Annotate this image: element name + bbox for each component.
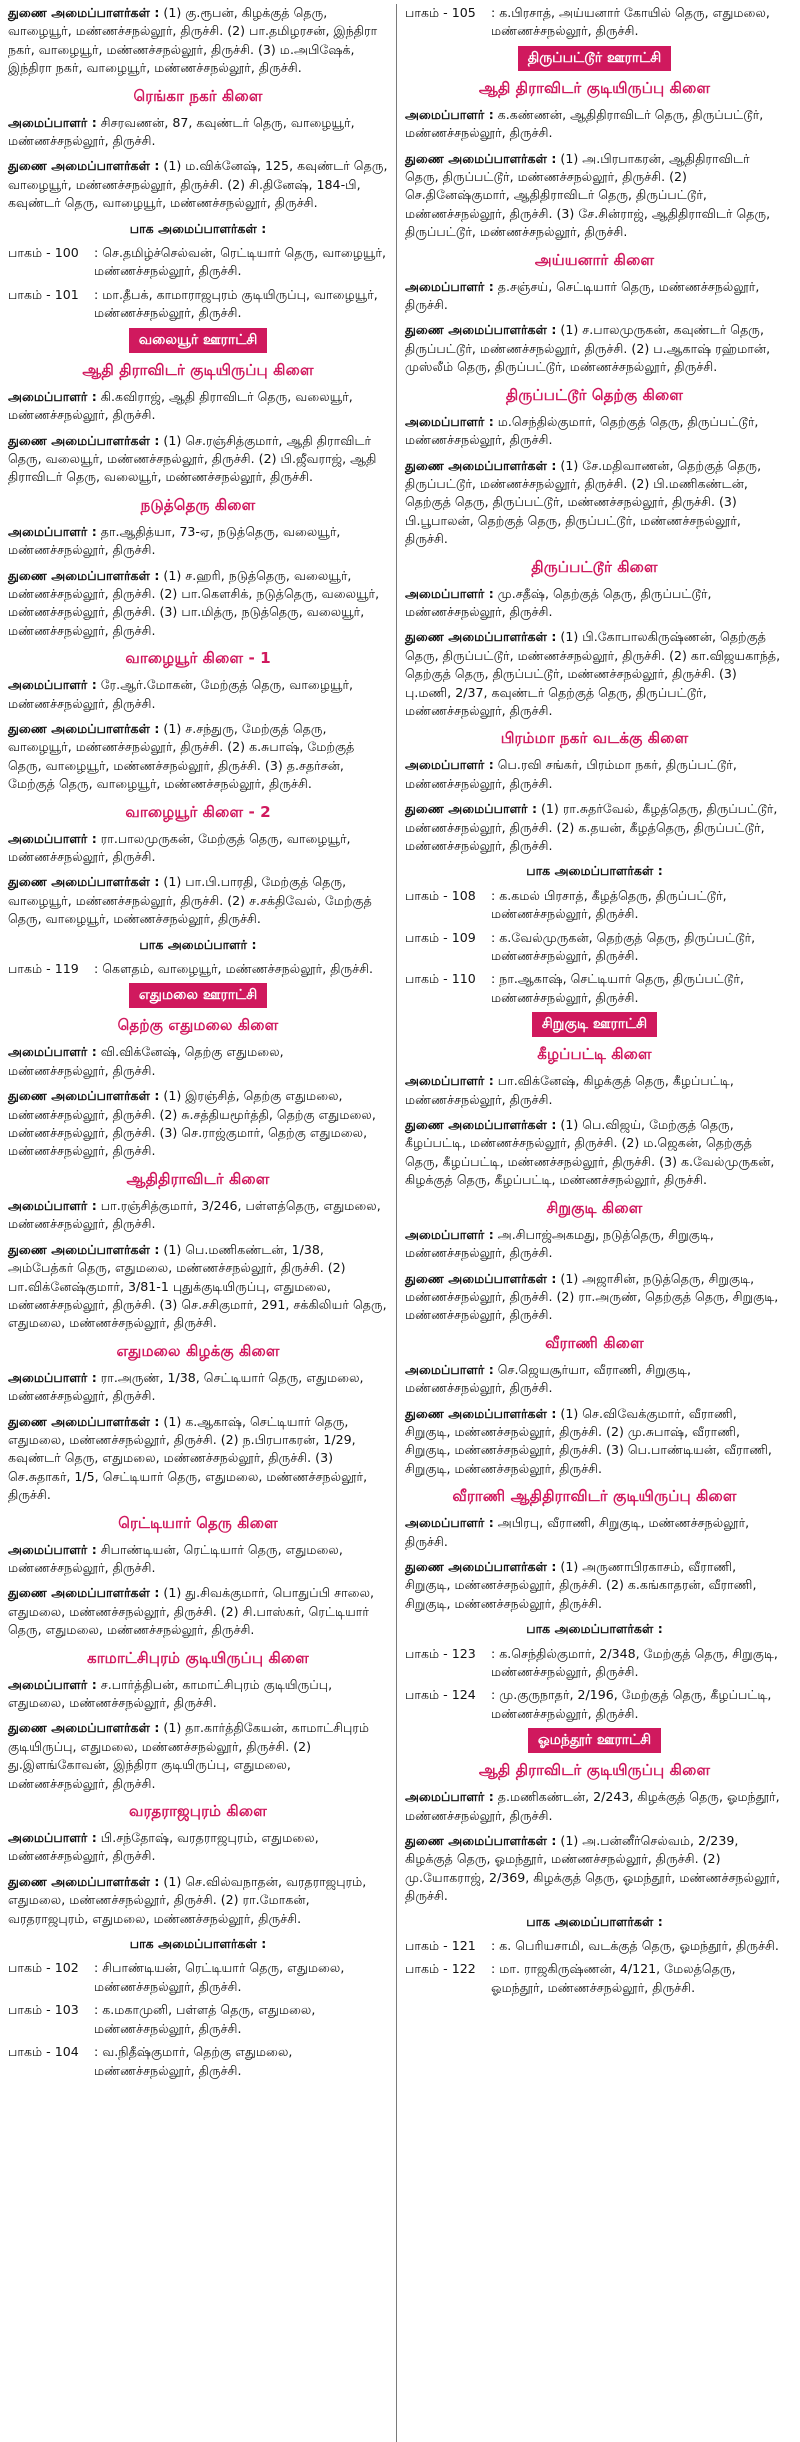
member-details: (1) பெ.மணிகண்டன், 1/38, அம்பேத்கர் தெரு, எதுமலை, மண்ணச்சநல்லூர், திருச்சி. (2) பா.விக்னேஷ்குமார், 3/81-1 புதுக்குடியிருப்பு, எதுமலை, மண்ணச்சநல்லூர், திருச்சி. (3) செ.சசிகுமார், 291, சக்கிலியர் தெரு, எதுமலை, மண்ணச்சநல்லூர், திருச்சி. bbox=[8, 1241, 387, 1331]
section-subheading: பாக அமைப்பாளர்கள் : bbox=[129, 1936, 267, 1952]
branch-heading: வரதராஜபுரம் கிளை bbox=[129, 1802, 267, 1821]
role-label: அமைப்பாளர் : bbox=[8, 1541, 97, 1557]
role-label: துணை அமைப்பாளர் : bbox=[405, 801, 537, 817]
panchayat-banner bbox=[405, 1012, 784, 1037]
member-entry bbox=[8, 830, 388, 867]
booth-row bbox=[405, 887, 784, 924]
member-details: (1) அ.பன்னீர்செல்வம், 2/239, கிழக்குத் தெரு, ஓமந்தூர், மண்ணச்சநல்லூர், திருச்சி. (2) மு.யோகராஜ், 2/369, கிழக்குத் தெரு, ஓமந்தூர், மண்ணச்சநல்லூர், திருச்சி. bbox=[405, 1833, 781, 1904]
booth-number: பாகம் - 103 bbox=[8, 2002, 79, 2018]
member-details: க.கண்ணன், ஆதிதிராவிடர் தெரு, திருப்பட்டூர், மண்ணச்சநல்லூர், திருச்சி. bbox=[405, 106, 764, 141]
member-details: ரா.அருண், 1/38, செட்டியார் தெரு, எதுமலை, மண்ணச்சநல்லூர், திருச்சி. bbox=[8, 1369, 364, 1404]
role-label: அமைப்பாளர் : bbox=[405, 106, 494, 122]
booth-number: பாகம் - 100 bbox=[8, 245, 79, 261]
booth-details: : க.கமல் பிரசாத், கீழத்தெரு, திருப்பட்டூர், மண்ணச்சநல்லூர், திருச்சி. bbox=[491, 887, 727, 922]
member-details: சிபாண்டியன், ரெட்டியார் தெரு, எதுமலை, மண்ணச்சநல்லூர், திருச்சி. bbox=[8, 1541, 343, 1575]
branch-heading: ஆதி திராவிடர் குடியிருப்பு கிளை bbox=[478, 78, 711, 97]
member-entry bbox=[405, 457, 784, 549]
role-label: துணை அமைப்பாளர்கள் : bbox=[8, 1720, 160, 1736]
member-entry bbox=[8, 388, 388, 425]
member-entry bbox=[8, 1541, 388, 1578]
booth-number: பாகம் - 123 bbox=[405, 1645, 476, 1661]
member-entry bbox=[405, 1226, 784, 1263]
branch-heading: எதுமலை கிழக்கு கிளை bbox=[116, 1341, 280, 1360]
panchayat-banner bbox=[405, 1728, 784, 1753]
member-details: பி.சந்தோஷ், வரதராஜபுரம், எதுமலை, மண்ணச்சநல்லூர், திருச்சி. bbox=[8, 1830, 319, 1864]
role-label: துணை அமைப்பாளர்கள் : bbox=[8, 1585, 160, 1601]
member-details: த.மணிகண்டன், 2/243, கிழக்குத் தெரு, ஓமந்தூர், மண்ணச்சநல்லூர், திருச்சி. bbox=[405, 1789, 780, 1823]
member-entry bbox=[405, 321, 784, 376]
role-label: துணை அமைப்பாளர்கள் : bbox=[405, 457, 557, 473]
member-details: ரே.ஆர்.மோகன், மேற்குத் தெரு, வாழையூர், மண்ணச்சநல்லூர், திருச்சி. bbox=[8, 677, 354, 711]
panchayat-name: வலையூர் ஊராட்சி bbox=[129, 328, 268, 353]
member-entry bbox=[405, 1788, 784, 1825]
booth-number: பாகம் - 105 bbox=[405, 5, 476, 20]
role-label: அமைப்பாளர் : bbox=[8, 1197, 97, 1213]
member-entry bbox=[405, 106, 784, 143]
member-details: தா.ஆதித்யா, 73-ஏ, நடுத்தெரு, வலையூர், மண்ணச்சநல்லூர், திருச்சி. bbox=[8, 523, 341, 558]
branch-heading: திருப்பட்டூர் தெற்கு கிளை bbox=[505, 385, 684, 404]
branch-heading: ஆதி திராவிடர் குடியிருப்பு கிளை bbox=[82, 360, 314, 379]
member-entry bbox=[8, 720, 388, 794]
booth-row bbox=[405, 4, 784, 41]
role-label: துணை அமைப்பாளர்கள் : bbox=[405, 322, 557, 338]
booth-number: பாகம் - 109 bbox=[405, 929, 476, 945]
member-details: (1) ச.ஹரி, நடுத்தெரு, வலையூர், மண்ணச்சநல்லூர், திருச்சி. (2) பா.கௌசிக், நடுத்தெரு, வலையூர், மண்ணச்சநல்லூர், திருச்சி. (3) பா.மித்ரு, நடுத்தெரு, வலையூர், மண்ணச்சநல்லூர், திருச்சி. bbox=[8, 567, 380, 638]
role-label: அமைப்பாளர் : bbox=[8, 388, 97, 404]
booth-row bbox=[405, 1645, 784, 1682]
member-entry bbox=[8, 432, 388, 487]
role-label: அமைப்பாளர் : bbox=[8, 114, 97, 130]
member-entry bbox=[8, 1369, 388, 1406]
member-details: (1) ம.விக்னேஷ், 125, கவுண்டர் தெரு, வாழையூர், மண்ணச்சநல்லூர், திருச்சி. (2) சி.தினேஷ், 184-பி, கவுண்டர் தெரு, வாழையூர், மண்ணச்சநல்லூர், திருச்சி. bbox=[8, 158, 388, 211]
panchayat-name: திருப்பட்டூர் ஊராட்சி bbox=[518, 46, 672, 71]
role-label: துணை அமைப்பாளர்கள் : bbox=[8, 432, 160, 448]
section-subheading: பாக அமைப்பாளர்கள் : bbox=[129, 220, 267, 236]
role-label: துணை அமைப்பாளர்கள் : bbox=[405, 629, 557, 645]
member-entry bbox=[8, 1584, 388, 1639]
member-entry bbox=[8, 157, 388, 212]
section-subheading: பாக அமைப்பாளர் : bbox=[139, 936, 257, 952]
branch-heading: பிரம்மா நகர் வடக்கு கிளை bbox=[500, 729, 689, 748]
panchayat-name: எதுமலை ஊராட்சி bbox=[129, 983, 267, 1008]
role-label: அமைப்பாளர் : bbox=[405, 757, 494, 773]
role-label: அமைப்பாளர் : bbox=[405, 1073, 494, 1089]
role-label: துணை அமைப்பாளர்கள் : bbox=[405, 1833, 557, 1849]
role-label: அமைப்பாளர் : bbox=[8, 830, 97, 846]
member-details: (1) பெ.விஜய், மேற்குத் தெரு, கீழப்பட்டி, மண்ணச்சநல்லூர், திருச்சி. (2) ம.ஜெகன், தெற்குத் தெரு, கீழப்பட்டி, மண்ணச்சநல்லூர், திருச்சி. (3) க.வேல்முருகன், கிழக்குத் தெரு, கீழப்பட்டி, மண்ணச்சநல்லூர், திருச்சி. bbox=[405, 1117, 775, 1188]
role-label: அமைப்பாளர் : bbox=[8, 523, 97, 539]
booth-number: பாகம் - 104 bbox=[8, 2044, 79, 2060]
member-entry bbox=[405, 628, 784, 720]
role-label: துணை அமைப்பாளர்கள் : bbox=[405, 1117, 557, 1133]
role-label: அமைப்பாளர் : bbox=[8, 1044, 97, 1060]
member-entry bbox=[405, 1832, 784, 1906]
booth-details: : க.செந்தில்குமார், 2/348, மேற்குத் தெரு, சிறுகுடி, மண்ணச்சநல்லூர், திருச்சி. bbox=[491, 1645, 778, 1679]
section-subheading: பாக அமைப்பாளர்கள் : bbox=[526, 1913, 663, 1929]
member-details: (1) செ.விவேக்குமார், வீராணி, சிறுகுடி, மண்ணச்சநல்லூர், திருச்சி. (2) மு.சுபாஷ், வீராணி, சிறுகுடி, மண்ணச்சநல்லூர், திருச்சி. (3) பெ.பாண்டியன், வீராணி, சிறுகுடி, மண்ணச்சநல்லூர், திருச்சி. bbox=[405, 1405, 772, 1476]
role-label: துணை அமைப்பாளர்கள் : bbox=[8, 5, 160, 20]
booth-number: பாகம் - 119 bbox=[8, 961, 79, 977]
member-details: (1) கு.ரூபன், கிழக்குத் தெரு, வாழையூர், மண்ணச்சநல்லூர், திருச்சி. (2) பா.தமிழரசன், இந்திரா நகர், வாழையூர், மண்ணச்சநல்லூர், திருச்சி. (3) ம.அபிஷேக், இந்திரா நகர், வாழையூர், மண்ணச்சநல்லூர், திருச்சி. bbox=[8, 5, 378, 76]
booth-row bbox=[8, 2043, 388, 2080]
member-details: கி.கவிராஜ், ஆதி திராவிடர் தெரு, வலையூர், மண்ணச்சநல்லூர், திருச்சி. bbox=[8, 388, 353, 423]
booth-details: : சிபாண்டியன், ரெட்டியார் தெரு, எதுமலை, மண்ணச்சநல்லூர், திருச்சி. bbox=[94, 1960, 345, 1994]
branch-heading: ரெட்டியார் தெரு கிளை bbox=[118, 1513, 278, 1532]
role-label: துணை அமைப்பாளர்கள் : bbox=[8, 1413, 160, 1429]
booth-number: பாகம் - 122 bbox=[405, 1961, 476, 1977]
member-entry bbox=[405, 150, 784, 242]
booth-details: : கௌதம், வாழையூர், மண்ணச்சநல்லூர், திருச்சி. bbox=[94, 961, 374, 977]
branch-heading: ஆதிதிராவிடர் கிளை bbox=[126, 1169, 270, 1188]
booth-details: : க.மகாமுனி, பள்ளத் தெரு, எதுமலை, மண்ணச்சநல்லூர், திருச்சி. bbox=[94, 2002, 316, 2036]
branch-heading: வீராணி ஆதிதிராவிடர் குடியிருப்பு கிளை bbox=[452, 1487, 737, 1506]
section-subheading: பாக அமைப்பாளர்கள் : bbox=[526, 1621, 663, 1637]
role-label: துணை அமைப்பாளர்கள் : bbox=[405, 1405, 557, 1421]
booth-details: : மா. ராஜகிருஷ்ணன், 4/121, மேலத்தெரு, ஓமந்தூர், மண்ணச்சநல்லூர், திருச்சி. bbox=[491, 1961, 736, 1995]
booth-details: : மு.குருநாதர், 2/196, மேற்குத் தெரு, கீழப்பட்டி, மண்ணச்சநல்லூர், திருச்சி. bbox=[491, 1687, 772, 1721]
member-entry bbox=[8, 1676, 388, 1713]
booth-details: : க. பெரியசாமி, வடக்குத் தெரு, ஓமந்தூர், திருச்சி. bbox=[491, 1938, 779, 1954]
member-entry bbox=[405, 585, 784, 622]
branch-heading: திருப்பட்டூர் கிளை bbox=[531, 557, 658, 576]
member-entry bbox=[8, 1829, 388, 1866]
booth-row bbox=[405, 929, 784, 966]
booth-details: : க.வேல்முருகன், தெற்குத் தெரு, திருப்பட்டூர், மண்ணச்சநல்லூர், திருச்சி. bbox=[491, 929, 756, 964]
member-details: சிசரவணன், 87, கவுண்டர் தெரு, வாழையூர், மண்ணச்சநல்லூர், திருச்சி. bbox=[8, 114, 355, 149]
booth-row bbox=[405, 1937, 784, 1955]
role-label: துணை அமைப்பாளர்கள் : bbox=[405, 150, 557, 166]
member-details: (1) தா.கார்த்திகேயன், காமாட்சிபுரம் குடியிருப்பு, எதுமலை, மண்ணச்சநல்லூர், திருச்சி. (2) து.இளங்கோவன், இந்திரா குடியிருப்பு, எதுமலை, மண்ணச்சநல்லூர், திருச்சி. bbox=[8, 1720, 370, 1791]
branch-heading: தெற்கு எதுமலை கிளை bbox=[117, 1016, 279, 1035]
member-details: வி.விக்னேஷ், தெற்கு எதுமலை, மண்ணச்சநல்லூர், திருச்சி. bbox=[8, 1044, 284, 1078]
member-details: (1) செ.ரஞ்சித்குமார், ஆதி திராவிடர் தெரு, வலையூர், மண்ணச்சநல்லூர், திருச்சி. (2) பி.ஜீவராஜ், ஆதி திராவிடர் தெரு, வலையூர், மண்ணச்சநல்லூர், திருச்சி. bbox=[8, 432, 377, 485]
member-details: (1) பி.கோபாலகிருஷ்ணன், தெற்குத் தெரு, திருப்பட்டூர், மண்ணச்சநல்லூர், திருச்சி. (2) கா.விஜயகாந்த், தெற்குத் தெரு, திருப்பட்டூர், மண்ணச்சநல்லூர், திருச்சி. (3) பு.மணி, 2/37, கவுண்டர் தெற்குத் தெரு, திருப்பட்டூர், மண்ணச்சநல்லூர், திருச்சி. bbox=[405, 629, 781, 718]
branch-heading: வீராணி கிளை bbox=[545, 1333, 644, 1352]
member-entry bbox=[405, 413, 784, 450]
member-details: ச.பார்த்திபன், காமாட்சிபுரம் குடியிருப்பு, எதுமலை, மண்ணச்சநல்லூர், திருச்சி. bbox=[8, 1676, 333, 1710]
member-entry bbox=[8, 1873, 388, 1928]
member-details: த.சஞ்சய், செட்டியார் தெரு, மண்ணச்சநல்லூர், திருச்சி. bbox=[405, 278, 760, 313]
booth-row bbox=[405, 970, 784, 1007]
member-details: செ.ஜெயசூர்யா, வீராணி, சிறுகுடி, மண்ணச்சநல்லூர், திருச்சி. bbox=[405, 1361, 692, 1396]
panchayat-name: சிறுகுடி ஊராட்சி bbox=[532, 1012, 657, 1037]
member-details: (1) இரஞ்சித், தெற்கு எதுமலை, மண்ணச்சநல்லூர், திருச்சி. (2) சு.சத்தியமூர்த்தி, தெற்கு எதுமலை, மண்ணச்சநல்லூர், திருச்சி. (3) செ.ராஜ்குமார், தெற்கு எதுமலை, மண்ணச்சநல்லூர், திருச்சி. bbox=[8, 1088, 376, 1159]
role-label: அமைப்பாளர் : bbox=[405, 1789, 494, 1805]
role-label: துணை அமைப்பாளர்கள் : bbox=[8, 720, 160, 736]
role-label: துணை அமைப்பாளர்கள் : bbox=[405, 1270, 557, 1286]
panchayat-banner bbox=[8, 983, 388, 1008]
member-entry bbox=[405, 1361, 784, 1398]
role-label: அமைப்பாளர் : bbox=[405, 585, 494, 601]
member-entry bbox=[8, 1241, 388, 1333]
booth-row bbox=[405, 1686, 784, 1723]
member-details: ம.செந்தில்குமார், தெற்குத் தெரு, திருப்பட்டூர், மண்ணச்சநல்லூர், திருச்சி. bbox=[405, 413, 759, 448]
role-label: துணை அமைப்பாளர்கள் : bbox=[8, 1873, 160, 1889]
member-details: (1) சே.மதிவாணன், தெற்குத் தெரு, திருப்பட்டூர், மண்ணச்சநல்லூர், திருச்சி. (2) பி.மணிகண்டன், தெற்குத் தெரு, திருப்பட்டூர், மண்ணச்சநல்லூர், திருச்சி. (3) பி.பூபாலன், தெற்குத் தெரு, திருப்பட்டூர், மண்ணச்சநல்லூர், திருச்சி. bbox=[405, 457, 762, 547]
booth-details: : செ.தமிழ்ச்செல்வன், ரெட்டியார் தெரு, வாழையூர், மண்ணச்சநல்லூர், திருச்சி. bbox=[94, 245, 386, 279]
booth-number: பாகம் - 121 bbox=[405, 1938, 476, 1954]
member-details: (1) ச.சந்துரு, மேற்குத் தெரு, வாழையூர், மண்ணச்சநல்லூர், திருச்சி. (2) க.சுபாஷ், மேற்குத் தெரு, வாழையூர், மண்ணச்சநல்லூர், திருச்சி. (3) த.சதர்சன், மேற்குத் தெரு, வாழையூர், மண்ணச்சநல்லூர், திருச்சி. bbox=[8, 720, 355, 792]
member-details: (1) ரா.சுதர்வேல், கீழத்தெரு, திருப்பட்டூர், மண்ணச்சநல்லூர், திருச்சி. (2) க.தயன், கீழத்தெரு, திருப்பட்டூர், மண்ணச்சநல்லூர், திருச்சி. bbox=[405, 801, 778, 853]
branch-heading: நடுத்தெரு கிளை bbox=[140, 495, 256, 514]
member-details: (1) க.ஆகாஷ், செட்டியார் தெரு, எதுமலை, மண்ணச்சநல்லூர், திருச்சி. (2) ந.பிரபாகரன், 1/29, கவுண்டர் தெரு, எதுமலை, மண்ணச்சநல்லூர், திருச்சி. (3) செ.சுதாகர், 1/5, செட்டியார் தெரு, எதுமலை, மண்ணச்சநல்லூர், திருச்சி. bbox=[8, 1413, 368, 1503]
member-details: (1) அஜாசின், நடுத்தெரு, சிறுகுடி, மண்ணச்சநல்லூர், திருச்சி. (2) ரா.அருண், தெற்குத் தெரு, சிறுகுடி, மண்ணச்சநல்லூர், திருச்சி. bbox=[405, 1270, 779, 1323]
member-details: (1) செ.வில்வநாதன், வரதராஜபுரம், எதுமலை, மண்ணச்சநல்லூர், திருச்சி. (2) ரா.மோகன், வரதராஜபுரம், எதுமலை, மண்ணச்சநல்லூர், திருச்சி. bbox=[8, 1873, 367, 1926]
booth-row bbox=[8, 2001, 388, 2038]
booth-row bbox=[405, 1960, 784, 1997]
booth-details: : வ.நிதீஷ்குமார், தெற்கு எதுமலை, மண்ணச்சநல்லூர், திருச்சி. bbox=[94, 2044, 293, 2078]
booth-number: பாகம் - 101 bbox=[8, 286, 79, 302]
member-entry bbox=[405, 756, 784, 793]
branch-heading: வாழையூர் கிளை - 1 bbox=[125, 649, 271, 668]
member-entry bbox=[8, 1197, 388, 1234]
member-details: (1) அருணாபிரகாசம், வீராணி, சிறுகுடி, மண்ணச்சநல்லூர், திருச்சி. (2) க.கங்காதரன், வீராணி, சிறுகுடி, மண்ணச்சநல்லூர், திருச்சி. bbox=[405, 1558, 757, 1611]
booth-row bbox=[8, 286, 388, 323]
role-label: துணை அமைப்பாளர்கள் : bbox=[405, 1558, 557, 1574]
member-entry bbox=[405, 1072, 784, 1109]
role-label: அமைப்பாளர் : bbox=[8, 1369, 97, 1385]
member-details: அ.சிபாஜ்அகமது, நடுத்தெரு, சிறுகுடி, மண்ணச்சநல்லூர், திருச்சி. bbox=[405, 1226, 714, 1261]
role-label: அமைப்பாளர் : bbox=[405, 1361, 494, 1377]
booth-details: : க.பிரசாத், அய்யனார் கோயில் தெரு, எதுமலை, மண்ணச்சநல்லூர், திருச்சி. bbox=[491, 5, 770, 39]
booth-row bbox=[8, 244, 388, 281]
booth-number: பாகம் - 110 bbox=[405, 971, 476, 987]
role-label: அமைப்பாளர் : bbox=[405, 1226, 494, 1242]
booth-number: பாகம் - 108 bbox=[405, 887, 476, 903]
member-details: பா.விக்னேஷ், கிழக்குத் தெரு, கீழப்பட்டி, மண்ணச்சநல்லூர், திருச்சி. bbox=[405, 1073, 734, 1107]
member-entry bbox=[8, 567, 388, 641]
booth-details: : மா.தீபக், காமாராஜபுரம் குடியிருப்பு, வாழையூர், மண்ணச்சநல்லூர், திருச்சி. bbox=[94, 286, 378, 321]
section-subheading: பாக அமைப்பாளர்கள் : bbox=[526, 863, 663, 879]
role-label: துணை அமைப்பாளர்கள் : bbox=[8, 1241, 160, 1257]
member-entry bbox=[405, 278, 784, 315]
booth-number: பாகம் - 102 bbox=[8, 1960, 79, 1976]
member-details: ரா.பாலமுருகன், மேற்குத் தெரு, வாழையூர், மண்ணச்சநல்லூர், திருச்சி. bbox=[8, 830, 351, 864]
role-label: துணை அமைப்பாளர்கள் : bbox=[8, 1088, 160, 1104]
role-label: அமைப்பாளர் : bbox=[405, 1515, 494, 1531]
member-details: (1) அ.பிரபாகரன், ஆதிதிராவிடர் தெரு, திருப்பட்டூர், மண்ணச்சநல்லூர், திருச்சி. (2) செ.தினேஷ்குமார், ஆதிதிராவிடர் தெரு, திருப்பட்டூர், மண்ணச்சநல்லூர், திருச்சி. (3) சே.சின்ராஜ், ஆதிதிராவிடர் தெரு, திருப்பட்டூர், மண்ணச்சநல்லூர், திருச்சி. bbox=[405, 150, 771, 240]
member-entry bbox=[405, 1405, 784, 1479]
member-details: (1) து.சிவக்குமார், பொதுப்பி சாலை, எதுமலை, மண்ணச்சநல்லூர், திருச்சி. (2) சி.பாஸ்கர், ரெட்டியார் தெரு, எதுமலை, மண்ணச்சநல்லூர், திருச்சி. bbox=[8, 1585, 375, 1638]
panchayat-banner bbox=[405, 46, 784, 71]
role-label: அமைப்பாளர் : bbox=[405, 413, 494, 429]
member-entry bbox=[8, 676, 388, 713]
member-entry bbox=[8, 4, 388, 78]
left-column bbox=[8, 4, 396, 2442]
member-entry bbox=[8, 523, 388, 560]
panchayat-banner bbox=[8, 328, 388, 353]
branch-heading: ஆதி திராவிடர் குடியிருப்பு கிளை bbox=[478, 1761, 711, 1780]
member-entry bbox=[8, 114, 388, 151]
right-column bbox=[396, 4, 784, 2442]
member-entry bbox=[8, 1719, 388, 1793]
booth-number: பாகம் - 124 bbox=[405, 1687, 476, 1703]
role-label: அமைப்பாளர் : bbox=[405, 278, 494, 294]
member-entry bbox=[8, 1087, 388, 1161]
member-entry bbox=[405, 800, 784, 855]
branch-heading: அய்யனார் கிளை bbox=[534, 250, 655, 269]
role-label: துணை அமைப்பாளர்கள் : bbox=[8, 567, 160, 583]
booth-row bbox=[8, 1959, 388, 1996]
role-label: துணை அமைப்பாளர்கள் : bbox=[8, 874, 160, 890]
member-details: பெ.ரவி சங்கர், பிரம்மா நகர், திருப்பட்டூர், மண்ணச்சநல்லூர், திருச்சி. bbox=[405, 757, 737, 791]
booth-row bbox=[8, 960, 388, 978]
role-label: அமைப்பாளர் : bbox=[8, 677, 97, 693]
panchayat-name: ஓமந்தூர் ஊராட்சி bbox=[528, 1728, 661, 1753]
branch-heading: கீழப்பட்டி கிளை bbox=[537, 1045, 652, 1064]
role-label: துணை அமைப்பாளர்கள் : bbox=[8, 158, 160, 174]
member-entry bbox=[405, 1270, 784, 1325]
member-details: அபிரபு, வீராணி, சிறுகுடி, மண்ணச்சநல்லூர், திருச்சி. bbox=[405, 1515, 750, 1549]
member-entry bbox=[8, 1413, 388, 1505]
member-entry bbox=[405, 1514, 784, 1551]
member-entry bbox=[8, 1043, 388, 1080]
branch-heading: காமாட்சிபுரம் குடியிருப்பு கிளை bbox=[86, 1648, 309, 1667]
member-details: பா.ரஞ்சித்குமார், 3/246, பள்ளத்தெரு, எதுமலை, மண்ணச்சநல்லூர், திருச்சி. bbox=[8, 1197, 381, 1232]
member-entry bbox=[405, 1558, 784, 1613]
role-label: அமைப்பாளர் : bbox=[8, 1676, 97, 1692]
booth-details: : நா.ஆகாஷ், செட்டியார் தெரு, திருப்பட்டூர், மண்ணச்சநல்லூர், திருச்சி. bbox=[491, 971, 744, 1005]
member-details: (1) ச.பாலமுருகன், கவுண்டர் தெரு, திருப்பட்டூர், மண்ணச்சநல்லூர், திருச்சி. (2) ப.ஆகாஷ் ரஹ்மான், முஸ்லீம் தெரு, திருப்பட்டூர், மண்ணச்சநல்லூர், திருச்சி. bbox=[405, 322, 771, 375]
member-entry bbox=[405, 1116, 784, 1190]
member-details: (1) பா.பி.பாரதி, மேற்குத் தெரு, வாழையூர், மண்ணச்சநல்லூர், திருச்சி. (2) ச.சக்திவேல், மேற்குத் தெரு, வாழையூர், மண்ணச்சநல்லூர், திருச்சி. bbox=[8, 874, 372, 927]
branch-heading: வாழையூர் கிளை - 2 bbox=[125, 802, 271, 821]
branch-heading: ரெங்கா நகர் கிளை bbox=[133, 86, 263, 105]
branch-heading: சிறுகுடி கிளை bbox=[546, 1198, 643, 1217]
member-details: மு.சதீஷ், தெற்குத் தெரு, திருப்பட்டூர், மண்ணச்சநல்லூர், திருச்சி. bbox=[405, 585, 712, 619]
member-entry bbox=[8, 873, 388, 928]
role-label: அமைப்பாளர் : bbox=[8, 1830, 97, 1846]
